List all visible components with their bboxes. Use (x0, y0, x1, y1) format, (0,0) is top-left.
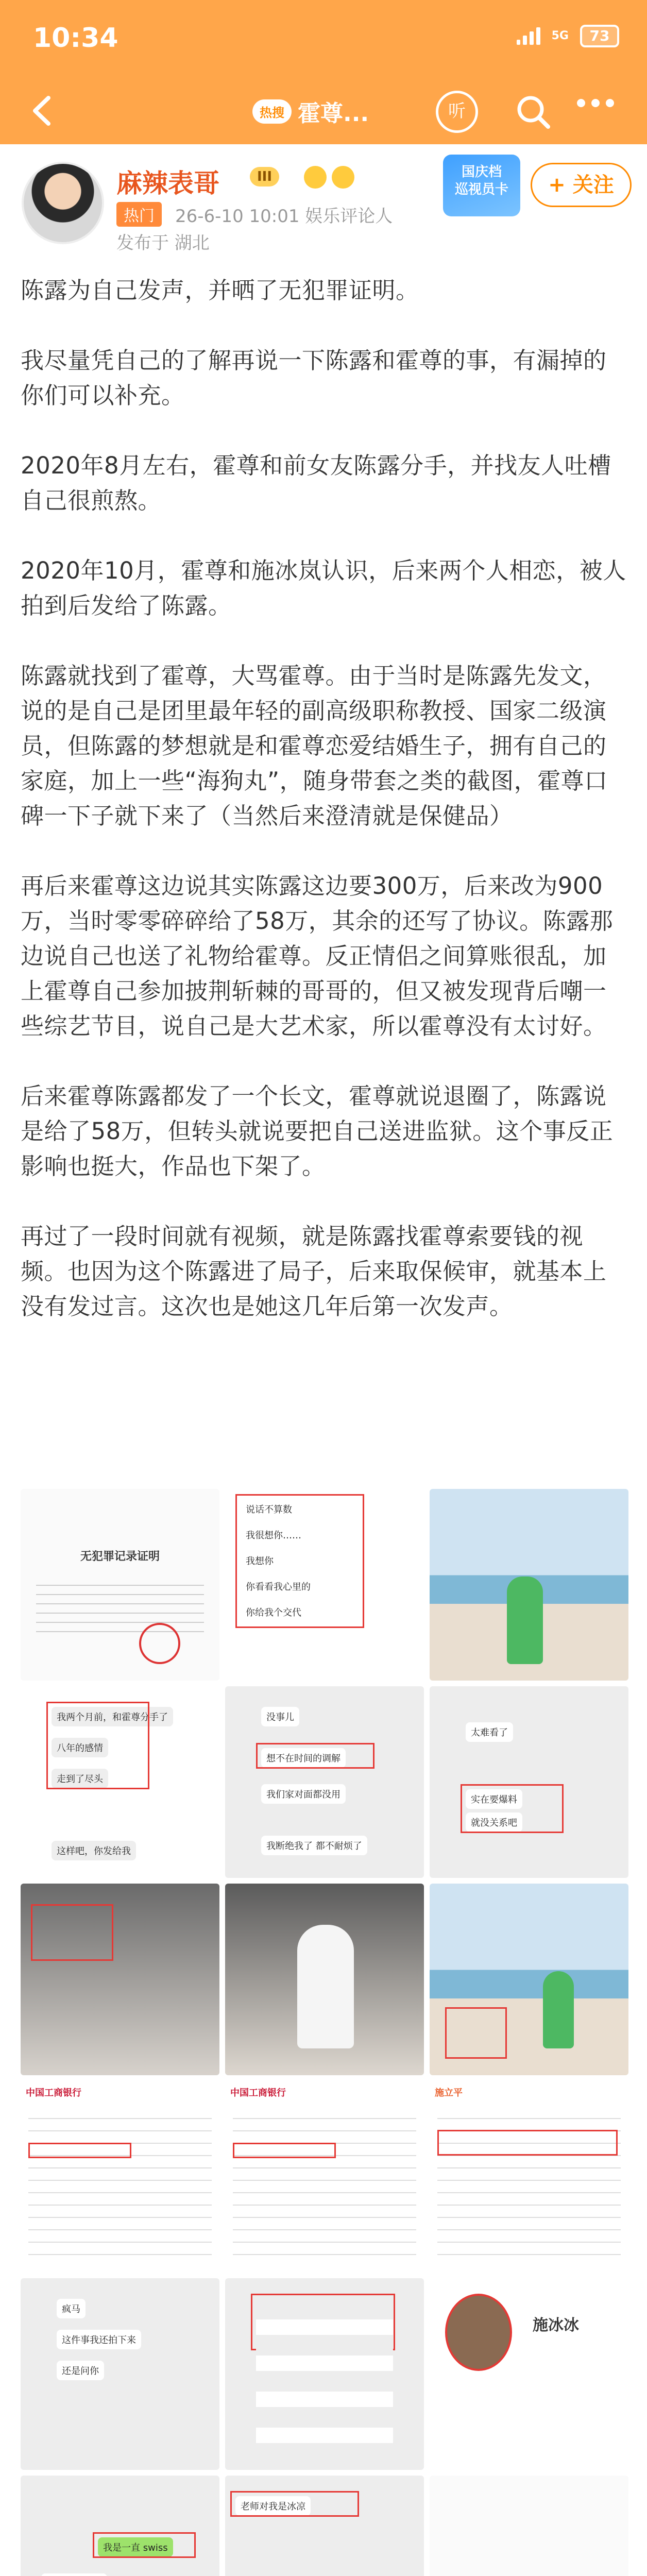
image-beach-2[interactable] (430, 1884, 628, 2075)
chat-bubble: 没事儿 (261, 1707, 299, 1726)
image-chat-6[interactable] (225, 2278, 424, 2470)
chat-bubble: 实在要爆料 (466, 1789, 522, 1809)
photo-label: 施冰冰 (533, 2316, 579, 2334)
chat-bubble: 这样吧，你发给我 (52, 1841, 136, 1860)
doc-lines (36, 1577, 204, 1638)
search-icon[interactable] (513, 92, 554, 133)
image-empty (430, 2476, 628, 2576)
listen-button[interactable]: 听 (436, 91, 478, 133)
paragraph: 陈露为自己发声，并晒了无犯罪证明。 (21, 277, 419, 304)
post-header (0, 144, 647, 263)
network-type: 5G (551, 29, 569, 42)
doc-title: 无犯罪记录证明 (80, 1550, 160, 1563)
paragraph: 2020年10月，霍尊和施冰岚认识，后来两个人相恋，被人拍到后发给了陈露。 (21, 557, 626, 619)
image-bank-record-2[interactable] (225, 2081, 424, 2273)
image-chat-8[interactable] (225, 2476, 424, 2576)
paragraph: 后来霍尊陈露都发了一个长文，霍尊就说退圈了，陈露说是给了58万，但转头就说要把自己送进监狱。这个事反正影响也挺大，作品也下架了。 (21, 1082, 614, 1180)
chat-bubble: 还是问你 (57, 2361, 104, 2380)
bank-name: 中国工商银行 (26, 2088, 81, 2098)
poster-name: 施立平 (435, 2088, 463, 2098)
bank-name: 中国工商银行 (230, 2088, 286, 2098)
highlight-box (93, 2532, 196, 2558)
post-body (21, 273, 628, 1359)
chat-bubble: 就没关系吧 (466, 1812, 522, 1832)
chat-bubble: 我是一直 swiss (98, 2537, 173, 2557)
hot-topic-pill[interactable] (252, 93, 407, 130)
chat-bubble: 我想你 (241, 1551, 279, 1570)
badge-icons (304, 166, 354, 189)
paragraph: 再过了一段时间就有视频，就是陈露找霍尊索要钱的视频。也因为这个陈露进了局子，后来取保候审，就基本上没有发过言。这次也是她这几年后第一次发声。 (21, 1223, 607, 1320)
author-name[interactable]: 麻辣表哥 (116, 168, 219, 198)
person-figure (297, 1925, 354, 2048)
chat-bubble: 想不在时间的调解 (261, 1748, 346, 1768)
image-chat-3[interactable] (225, 1686, 424, 1878)
status-time: 10:34 (33, 23, 118, 54)
image-photo-label[interactable] (430, 2278, 628, 2470)
hot-badge: 热搜 (252, 99, 292, 124)
topic-title: 霍尊... (298, 100, 369, 127)
image-chat-5[interactable] (21, 2278, 219, 2470)
post-meta: 26-6-10 10:01 娱乐评论人 (175, 206, 393, 227)
image-chat-4[interactable] (430, 1686, 628, 1878)
chat-bubble: 我断绝我了 都不耐烦了 (261, 1836, 367, 1855)
chat-bubble: 你给我个交代 (241, 1602, 307, 1622)
image-chat-2[interactable] (21, 1686, 219, 1878)
chat-bubble: 你看看我心里的 (241, 1577, 316, 1596)
chat-bubble: 太难看了 (466, 1722, 513, 1742)
image-bank-record-1[interactable] (21, 2081, 219, 2273)
photo-circle (445, 2294, 512, 2371)
status-bar (0, 0, 647, 77)
bank-lines (28, 2107, 212, 2261)
paragraph: 再后来霍尊这边说其实陈露这边要300万，后来改为900万，当时零零碎碎给了58万，其余的还写了协议。陈露那边说自己也送了礼物给霍尊。反正情侣之间算账很乱，加上霍尊自己参加披荆斩棘的哥哥的，但又被发现背后嘲一些综艺节目，说自己是大艺术家，所以霍尊没有太讨好。 (21, 872, 614, 1040)
paragraph: 2020年8月左右，霍尊和前女友陈露分手，并找友人吐槽自己很煎熬。 (21, 452, 611, 514)
bank-lines (233, 2107, 416, 2261)
paragraph: 我尽量凭自己的了解再说一下陈露和霍尊的事，有漏掉的你们可以补充。 (21, 347, 607, 409)
chat-bubble: 我很想你…… (241, 1525, 307, 1545)
highlight-box (437, 2130, 618, 2156)
more-icon[interactable] (577, 99, 614, 107)
chat-bubble: 这件事我还拍下来 (57, 2330, 141, 2349)
medal-icon (304, 166, 327, 189)
paragraph: 陈露就找到了霍尊，大骂霍尊。由于当时是陈露先发文，说的是自己是团里最年轻的副高级职称教授、国家二级演员，但陈露的梦想就是和霍尊恋爱结婚生子，拥有自己的家庭，加上一些“海狗丸”，随身带套之类的截图，霍尊口碑一下子就下来了（当然后来澄清就是保健品） (21, 662, 608, 829)
back-arrow-icon[interactable] (25, 93, 61, 129)
post-location: 发布于 湖北 (116, 233, 210, 253)
person-figure (543, 1971, 574, 2048)
chat-bubble: 走到了尽头 (52, 1769, 108, 1788)
avatar[interactable] (22, 162, 104, 244)
chat-bubble (41, 2573, 107, 2576)
image-weibo-post[interactable] (430, 2081, 628, 2273)
image-chat-7[interactable] (21, 2476, 219, 2576)
signal-icon (517, 27, 540, 45)
image-no-crime-certificate[interactable] (21, 1489, 219, 1681)
chat-bubble: 我两个月前，和霍尊分手了 (52, 1707, 173, 1726)
image-beach-1[interactable] (430, 1489, 628, 1681)
promo-card[interactable]: 国庆档 巡视员卡 (443, 155, 520, 216)
chat-bubble: 八年的感情 (52, 1738, 108, 1757)
image-chat-screenshot[interactable] (21, 1884, 219, 2075)
chat-lines (256, 2299, 393, 2453)
image-video-still[interactable] (225, 1884, 424, 2075)
chat-bubble: 疯马 (57, 2299, 86, 2318)
follow-button[interactable]: + 关注 (531, 163, 632, 207)
nav-bar (0, 77, 647, 144)
status-icons (517, 25, 619, 47)
highlight-box (31, 1904, 113, 1961)
highlight-box (233, 2143, 336, 2158)
highlight-box (461, 1784, 564, 1833)
highlight-box (46, 1702, 149, 1789)
battery-icon: 73 (580, 25, 619, 47)
highlight-box (256, 1743, 374, 1769)
chat-bubble: 老师对我是冰凉 (235, 2496, 311, 2516)
seal-icon (139, 1623, 180, 1664)
person-figure (507, 1577, 543, 1664)
hot-tag: 热门 (116, 202, 162, 227)
chat-bubble: 说话不算数 (241, 1499, 297, 1519)
highlight-box (445, 2007, 507, 2059)
highlight-box (230, 2491, 359, 2517)
crown-icon (332, 166, 354, 189)
image-grid (21, 1489, 628, 2576)
chat-bubble: 我们家对面都没用 (261, 1784, 346, 1804)
highlight-box (28, 2143, 131, 2158)
image-chat-1[interactable] (225, 1489, 424, 1681)
level-badge: III (250, 167, 279, 187)
